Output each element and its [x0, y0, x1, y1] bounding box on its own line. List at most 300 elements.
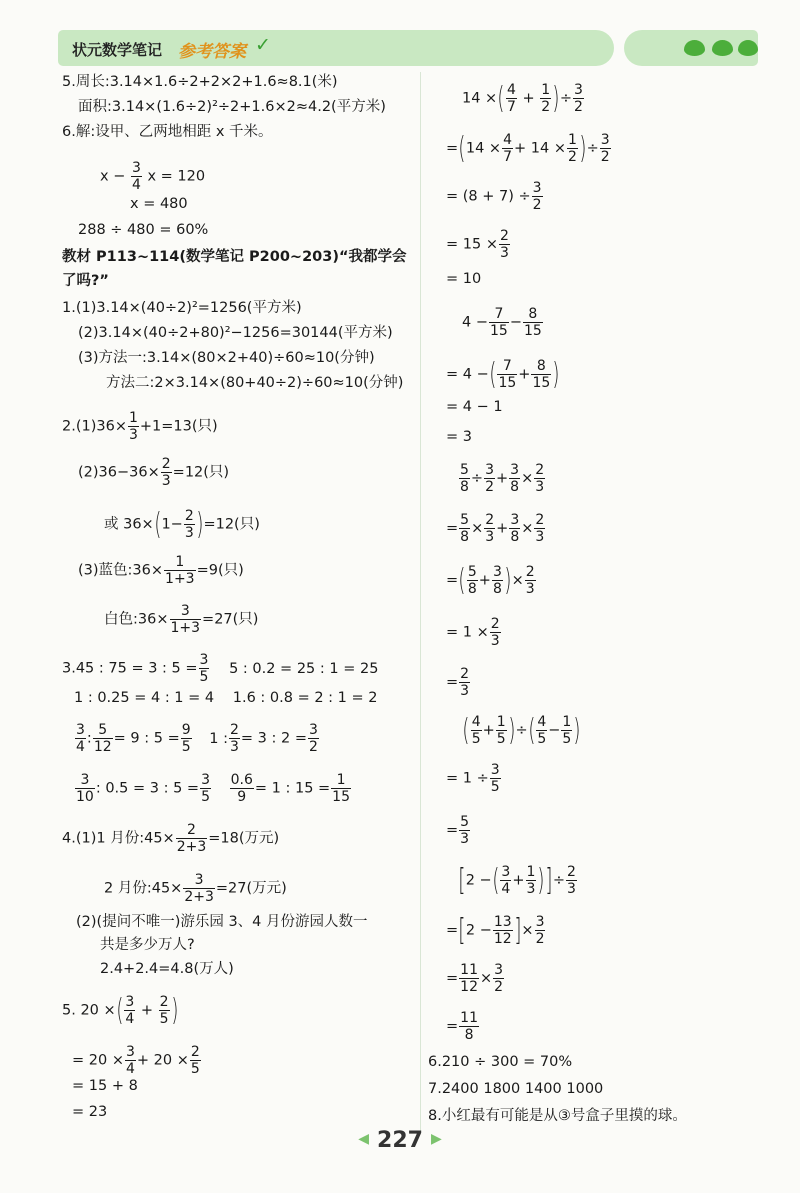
a-line-4: [446, 228, 511, 261]
text: =18(万元): [208, 830, 280, 847]
text: x −: [100, 168, 126, 185]
denominator: 3: [485, 529, 495, 545]
denominator: 8: [467, 581, 477, 597]
text: = 1 : 15 =: [254, 780, 331, 797]
numerator: 3: [308, 722, 318, 738]
text: 5 : 0.2 = 25 : 1 = 25: [229, 660, 379, 677]
numerator: 1: [541, 82, 551, 98]
fraction: [531, 358, 551, 391]
numerator: 3: [485, 462, 494, 478]
numerator: 9: [181, 722, 191, 738]
text: (3)蓝色:36×: [78, 562, 164, 579]
s4-line-1: [62, 822, 279, 855]
denominator: 15: [498, 375, 517, 391]
numerator: 5: [467, 564, 477, 580]
text: = 15 ×: [446, 236, 498, 253]
text: = 4 −: [446, 366, 489, 383]
denominator: 3: [460, 831, 470, 847]
fraction: [176, 822, 208, 855]
numerator: 2: [535, 462, 545, 478]
q6-equation-2: x = 480: [130, 196, 188, 212]
text: + 20 ×: [136, 1052, 189, 1069]
d-line-2: [446, 762, 502, 795]
numerator: 3: [600, 132, 610, 148]
c-line-2: [446, 512, 546, 545]
fraction: [535, 914, 546, 947]
denominator: 5: [199, 669, 209, 685]
denominator: 3: [499, 245, 509, 261]
numerator: 5: [460, 814, 470, 830]
text: ÷: [586, 140, 599, 157]
denominator: 2: [567, 149, 577, 165]
fraction: [500, 864, 511, 897]
numerator: 3: [574, 82, 583, 98]
bracket: [: [458, 862, 466, 898]
numerator: 7: [497, 358, 517, 375]
page-footer: [0, 1128, 800, 1158]
c-line-3: [446, 564, 537, 597]
numerator: 13: [493, 914, 512, 930]
fraction: [509, 512, 520, 545]
s2-line-2: [78, 456, 229, 489]
s1-line-4: 方法二:2×3.14×(80+40÷2)÷60≈10(分钟): [106, 375, 404, 391]
numerator: 2: [229, 722, 239, 738]
a-line-5: = 10: [446, 271, 482, 287]
text: ×: [521, 922, 534, 939]
denominator: 4: [131, 177, 141, 193]
text: +: [478, 572, 491, 589]
d-line-1: [462, 714, 581, 747]
s3-line-2: [74, 688, 378, 708]
text: =12(只): [172, 464, 230, 481]
page-header: [58, 30, 758, 68]
denominator: 15: [523, 323, 542, 339]
a-line-2: [446, 132, 612, 165]
numerator: 2: [567, 864, 576, 880]
d-line-3: [446, 814, 471, 847]
text: =: [446, 822, 459, 839]
numerator: 1: [331, 772, 351, 789]
text: 14 ×: [462, 90, 498, 107]
fraction: [490, 762, 501, 795]
fraction: [534, 462, 545, 495]
fraction: [459, 512, 470, 545]
fraction: [540, 82, 551, 115]
fraction: [509, 462, 520, 495]
text: ÷: [559, 90, 573, 107]
text: ×: [521, 470, 534, 487]
fraction: [459, 1010, 479, 1043]
numerator: 5: [93, 722, 113, 739]
denominator: 2: [535, 931, 545, 947]
text: ×: [471, 520, 484, 537]
numerator: 2: [159, 994, 169, 1010]
e-line-3: [446, 962, 505, 995]
fraction: [536, 714, 547, 747]
numerator: 2: [460, 666, 470, 682]
text: =27(只): [202, 611, 259, 628]
fraction: [467, 564, 478, 597]
numerator: 3: [501, 864, 511, 880]
paren: ): [196, 506, 204, 542]
numerator: 3: [510, 462, 520, 478]
text: 1−: [161, 516, 183, 533]
denominator: 3: [525, 581, 535, 597]
denominator: 15: [332, 789, 350, 805]
denominator: 5: [537, 731, 547, 747]
q6-intro: 6.解:设甲、乙两地相距 x 千米。: [62, 124, 273, 140]
fraction: [184, 508, 195, 541]
s1-line-2: (2)3.14×(40÷2+80)²−1256=30144(平方米): [78, 325, 393, 341]
paren: (: [154, 506, 162, 542]
fraction: [493, 962, 504, 995]
fraction: [600, 132, 611, 165]
fraction: [532, 180, 543, 213]
denominator: 4: [125, 1011, 135, 1027]
s1-line-3: (3)方法一:3.14×(80×2+40)÷60≈10(分钟): [78, 350, 375, 366]
bracket: [: [458, 912, 466, 948]
numerator: 1: [164, 554, 196, 571]
q8-answer: 8.小红最有可能是从③号盒子里摸的球。: [428, 1108, 687, 1124]
s3-line-3: $\frac{3}{4}$ : $\frac{5}{12}$ = 9 : 5 = $\frac{9}{5}$ 1 : $\frac{2}{3}$ = 3 : 2 = $\frac{3}{2}$: [76, 722, 318, 755]
text: =: [446, 140, 459, 157]
text: 4.(1)1 月份:45×: [62, 830, 175, 847]
paren: ): [573, 712, 581, 748]
leaf-icon: [712, 40, 733, 56]
text: ×: [479, 970, 493, 987]
s4-line-2: [104, 872, 287, 905]
page-number: 227: [377, 1128, 423, 1153]
text: =: [446, 572, 459, 589]
numerator: 2: [176, 822, 208, 839]
denominator: 4: [501, 881, 511, 897]
fraction: [170, 603, 202, 636]
text: (2)36−36×: [78, 464, 160, 481]
text: x = 120: [147, 168, 206, 185]
next-arrow-icon: ▶: [430, 1131, 442, 1147]
leaf-icon: [738, 40, 758, 56]
denominator: 7: [506, 99, 516, 115]
s2-line-1: [62, 410, 218, 443]
numerator: 3: [494, 962, 504, 978]
denominator: 3: [526, 881, 536, 897]
text: 1.6 : 0.8 = 2 : 1 = 2: [232, 690, 378, 706]
numerator: 4: [503, 132, 513, 148]
c-line-1: [458, 462, 546, 495]
fraction: [499, 228, 510, 261]
numerator: 2: [490, 616, 500, 632]
text: 2 月份:45×: [104, 880, 183, 897]
numerator: 8: [531, 358, 551, 375]
numerator: 2: [535, 512, 545, 528]
denominator: 12: [493, 931, 512, 947]
fraction: [459, 666, 470, 699]
denominator: 2: [308, 739, 318, 755]
q6-equation-3: 288 ÷ 480 = 60%: [78, 222, 209, 238]
denominator: 8: [460, 479, 469, 495]
b-line-1: [462, 306, 544, 339]
denominator: 5: [190, 1061, 200, 1077]
column-divider: [420, 72, 421, 1132]
denominator: 10: [76, 789, 94, 805]
denominator: 12: [93, 739, 112, 755]
text: +: [496, 520, 509, 537]
numerator: 3: [183, 872, 215, 889]
section-title-line-2: 了吗?”: [62, 273, 109, 289]
paren: (: [492, 862, 500, 898]
q5-area: 面积:3.14×(1.6÷2)²÷2+1.6×2≈4.2(平方米): [78, 99, 386, 115]
numerator: 11: [460, 962, 478, 978]
numerator: 1: [128, 410, 138, 426]
fraction: [493, 914, 513, 947]
fraction: [496, 714, 507, 747]
denominator: 3: [184, 525, 194, 541]
fraction: [308, 722, 319, 755]
denominator: 4: [125, 1061, 135, 1077]
text: 4 −: [462, 314, 488, 331]
fraction: [164, 554, 196, 587]
numerator: 3: [510, 512, 520, 528]
text: ÷: [515, 722, 528, 739]
numerator: 4: [537, 714, 547, 730]
text: =: [446, 922, 459, 939]
text: =9(只): [196, 562, 244, 579]
fraction: [200, 772, 211, 805]
denominator: 2: [600, 149, 610, 165]
s5-line-4: = 23: [72, 1104, 108, 1120]
denominator: 2: [574, 99, 583, 115]
numerator: 1: [562, 714, 572, 730]
text: ×: [511, 572, 524, 589]
c-line-5: [446, 666, 471, 699]
fraction: [181, 722, 192, 755]
numerator: 4: [471, 714, 481, 730]
header-decoration: [624, 30, 758, 66]
q7-answer: 7.2400 1800 1400 1000: [428, 1081, 604, 1097]
s4-line-4: 共是多少万人?: [100, 937, 195, 953]
numerator: 2: [499, 228, 509, 244]
fraction: [190, 1044, 201, 1077]
denominator: 2: [532, 197, 542, 213]
text: 5. 20 ×: [62, 1002, 116, 1019]
fraction-wrap: [229, 772, 255, 805]
b-line-4: = 3: [446, 429, 472, 445]
numerator: 1: [496, 714, 506, 730]
fraction: [229, 722, 240, 755]
text: +: [496, 470, 509, 487]
text: 2.(1)36×: [62, 418, 127, 435]
denominator: 7: [503, 149, 513, 165]
denominator: 8: [510, 529, 520, 545]
paren: ): [504, 562, 512, 598]
text: = 1 ÷: [446, 770, 489, 787]
bracket: ]: [545, 862, 553, 898]
denominator: 5: [471, 731, 481, 747]
fraction: [484, 462, 495, 495]
numerator: 1: [567, 132, 577, 148]
fraction: [526, 864, 537, 897]
prev-arrow-icon: ◀: [358, 1131, 370, 1147]
book-title: 状元数学笔记: [72, 41, 163, 59]
check-icon: ✓: [255, 34, 271, 56]
s2-line-5: [104, 603, 258, 636]
paren: ): [508, 712, 516, 748]
text: = 3 : 2 =: [240, 730, 307, 747]
fraction: [131, 160, 142, 193]
text: =: [446, 1018, 459, 1035]
numerator: 3: [170, 603, 202, 620]
text: + 14 ×: [514, 140, 566, 157]
fraction: [567, 132, 578, 165]
fraction: [159, 994, 170, 1027]
denominator: 3: [567, 881, 576, 897]
e-line-4: [446, 1010, 480, 1043]
fraction: [459, 962, 479, 995]
e-line-1: [458, 864, 578, 897]
q5-perimeter: 5.周长:3.14×1.6÷2+2×2+1.6≈8.1(米): [62, 74, 338, 90]
text: ÷: [470, 470, 484, 487]
numerator: 3: [492, 564, 502, 580]
fraction: [489, 306, 509, 339]
text: 3.45 : 75 = 3 : 5 =: [62, 660, 198, 677]
numerator: 3: [535, 914, 545, 930]
paren: (: [458, 130, 466, 166]
paren: (: [462, 712, 470, 748]
fraction: [459, 814, 470, 847]
fraction: [506, 82, 517, 115]
numerator: 8: [523, 306, 543, 323]
fraction: [534, 512, 545, 545]
fraction: [566, 864, 577, 897]
numerator: 3: [76, 722, 85, 738]
denominator: 3: [460, 683, 470, 699]
numerator: 7: [489, 306, 509, 323]
text: = 1 ×: [446, 624, 489, 641]
denominator: 2+3: [176, 839, 207, 855]
fraction: [490, 616, 501, 649]
q6-equation-1: [100, 160, 205, 193]
text: =: [446, 970, 459, 987]
numerator: 2: [161, 456, 171, 472]
paren: (: [489, 356, 497, 392]
fraction: [497, 358, 517, 391]
paren: ): [537, 862, 545, 898]
s1-line-1: 1.(1)3.14×(40÷2)²=1256(平方米): [62, 300, 302, 316]
denominator: 5: [159, 1011, 169, 1027]
fraction: [128, 410, 139, 443]
numerator: 3: [201, 772, 210, 788]
paren: ): [552, 356, 560, 392]
text: = (8 + 7) ÷: [446, 188, 531, 205]
text: −: [548, 722, 561, 739]
denominator: 3: [490, 633, 500, 649]
denominator: 1+3: [170, 620, 201, 636]
denominator: 12: [460, 979, 478, 995]
s3-line-4: [74, 772, 352, 805]
s2-line-3: [104, 508, 260, 541]
text: =12(只): [203, 516, 260, 533]
text: = 20 ×: [72, 1052, 124, 1069]
fraction: [523, 306, 543, 339]
numerator: 2: [184, 508, 194, 524]
denominator: 5: [562, 731, 572, 747]
fraction: [230, 772, 254, 805]
paren: (: [458, 562, 466, 598]
numerator: 3: [75, 772, 95, 789]
text: 白色:36×: [104, 611, 169, 628]
numerator: 2: [190, 1044, 200, 1060]
numerator: 3: [125, 1044, 135, 1060]
fraction: [331, 772, 351, 805]
numerator: 3: [131, 160, 141, 176]
denominator: 8: [492, 581, 502, 597]
denominator: 3: [128, 427, 138, 443]
fraction: [459, 462, 470, 495]
text: 1 :: [209, 730, 228, 747]
b-line-3: = 4 − 1: [446, 399, 503, 415]
numerator: 3: [199, 652, 209, 668]
denominator: 2: [485, 479, 494, 495]
fraction: [573, 82, 584, 115]
paren: ): [552, 80, 560, 116]
s5-line-3: = 15 + 8: [72, 1078, 138, 1094]
text: 2 −: [465, 872, 492, 889]
text: 或 36×: [104, 516, 154, 533]
text: =: [446, 520, 459, 537]
fraction: [471, 714, 482, 747]
denominator: 3: [229, 739, 239, 755]
denominator: 2: [541, 99, 551, 115]
s5-line-1: 5. 20 ×( $\frac{3}{4}$ + $\frac{2}{5}$ ): [62, 992, 178, 1028]
text: =: [446, 674, 459, 691]
bracket: ]: [514, 912, 522, 948]
fraction: [124, 994, 135, 1027]
s4-line-5: 2.4+2.4=4.8(万人): [100, 961, 234, 977]
text: ÷: [552, 872, 566, 889]
numerator: 5: [460, 512, 470, 528]
denominator: 8: [510, 479, 520, 495]
s3-line-1: [62, 652, 378, 685]
fraction: [183, 872, 215, 905]
numerator: 2: [525, 564, 535, 580]
numerator: 5: [460, 462, 469, 478]
text: +1=13(只): [139, 418, 218, 435]
a-line-3: [446, 180, 544, 213]
leaf-icon: [684, 40, 705, 56]
paren: ): [170, 992, 178, 1028]
fraction: [561, 714, 572, 747]
text: ×: [521, 520, 534, 537]
a-line-1: 14 ×( $\frac{4}{7}$ + $\frac{1}{2}$ )÷ $\frac{3}{2}$: [462, 80, 583, 116]
s4-line-3: (2)(提问不唯一)游乐园 3、4 月份游园人数一: [76, 914, 368, 930]
text: =27(万元): [215, 880, 287, 897]
paren: (: [527, 712, 535, 748]
text: +: [518, 366, 531, 383]
e-line-2: [446, 914, 546, 947]
numerator: 1: [526, 864, 536, 880]
denominator: 5: [490, 779, 500, 795]
s2-line-4: [78, 554, 244, 587]
denominator: 1+3: [165, 571, 195, 587]
numerator: 0.6: [230, 772, 253, 788]
denominator: 8: [460, 529, 470, 545]
numerator: 3: [490, 762, 500, 778]
denominator: 2+3: [184, 889, 214, 905]
paren: ): [579, 130, 587, 166]
text: −: [509, 314, 522, 331]
denominator: 8: [464, 1027, 474, 1043]
numerator: 3: [532, 180, 542, 196]
